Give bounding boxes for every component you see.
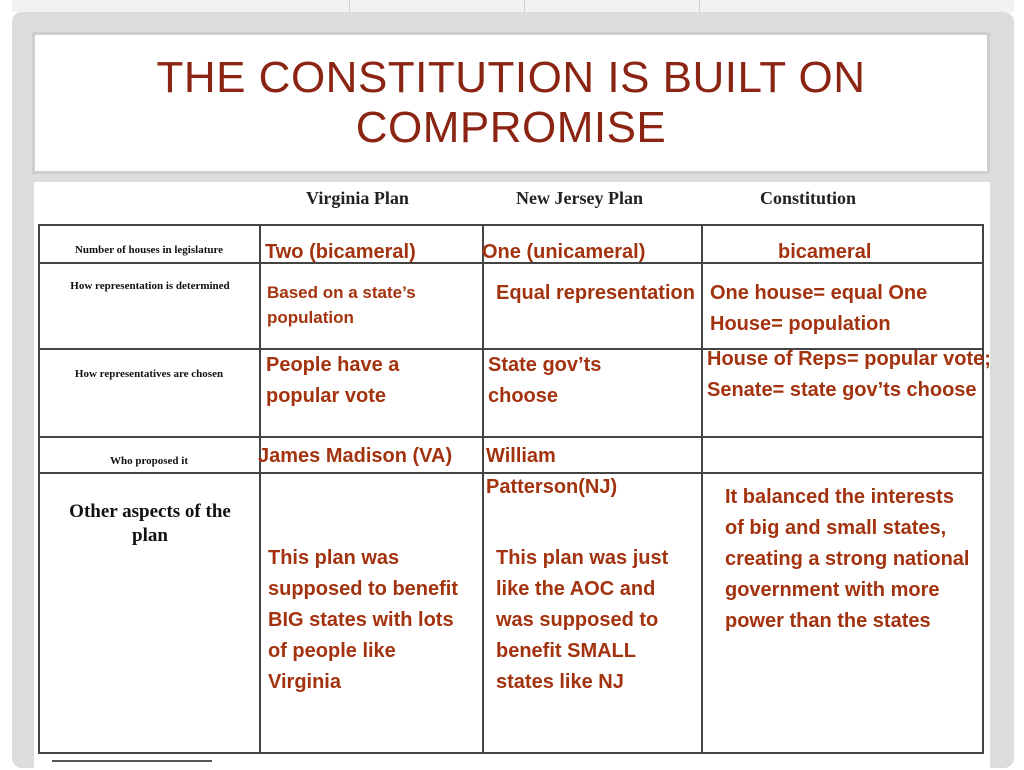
cell-other-virginia: This plan was supposed to benefit BIG states with lots of people like Virginia xyxy=(268,547,458,693)
cell-chosen-new-jersey: State gov’ts choose xyxy=(488,354,602,407)
grid-line xyxy=(259,224,261,754)
column-header-new-jersey: New Jersey Plan xyxy=(516,188,643,208)
cell-representation-virginia: Based on a state’s population xyxy=(267,283,416,327)
slide-title: THE CONSTITUTION IS BUILT ON COMPROMISE xyxy=(156,53,866,152)
cell-chosen-constitution: House of Reps= popular vote; Senate= state gov’ts choose xyxy=(707,348,991,401)
grid-line xyxy=(38,224,984,226)
cell-houses-virginia: Two (bicameral) xyxy=(265,241,416,263)
cropped-footer-line xyxy=(52,760,212,770)
title-box xyxy=(32,32,990,174)
cell-representation-new-jersey: Equal representation xyxy=(496,282,695,304)
column-header-constitution: Constitution xyxy=(760,188,857,208)
row-label-representation: How representation is determined xyxy=(70,280,230,292)
row-label-chosen: How representatives are chosen xyxy=(74,368,224,380)
row-label-houses: Number of houses in legislature xyxy=(74,244,224,256)
grid-line xyxy=(38,224,40,754)
cell-chosen-virginia: People have a popular vote xyxy=(266,354,400,407)
strip-divider xyxy=(699,0,700,12)
cell-representation-constitution: One house= equal One House= population xyxy=(710,282,928,335)
grid-line xyxy=(38,436,984,438)
column-header-virginia: Virginia Plan xyxy=(306,188,409,208)
row-label-other: Other aspects of the plan xyxy=(69,501,231,546)
grid-line xyxy=(482,224,484,754)
cell-houses-constitution: bicameral xyxy=(778,241,872,263)
top-strip xyxy=(12,0,1014,12)
cell-other-new-jersey: This plan was just like the AOC and was supposed to benefit SMALL states like NJ xyxy=(496,547,669,693)
cell-other-constitution: It balanced the interests of big and small states, creating a strong national government with more power than the states xyxy=(725,486,970,632)
row-label-proposed: Who proposed it xyxy=(109,455,189,467)
grid-line xyxy=(38,752,984,754)
strip-divider xyxy=(349,0,350,12)
strip-divider xyxy=(524,0,525,12)
cell-houses-new-jersey: One (unicameral) xyxy=(482,241,646,263)
cell-proposed-virginia: James Madison (VA) xyxy=(258,445,453,467)
cell-proposed-new-jersey: William Patterson(NJ) xyxy=(486,445,618,498)
grid-line xyxy=(701,224,703,754)
